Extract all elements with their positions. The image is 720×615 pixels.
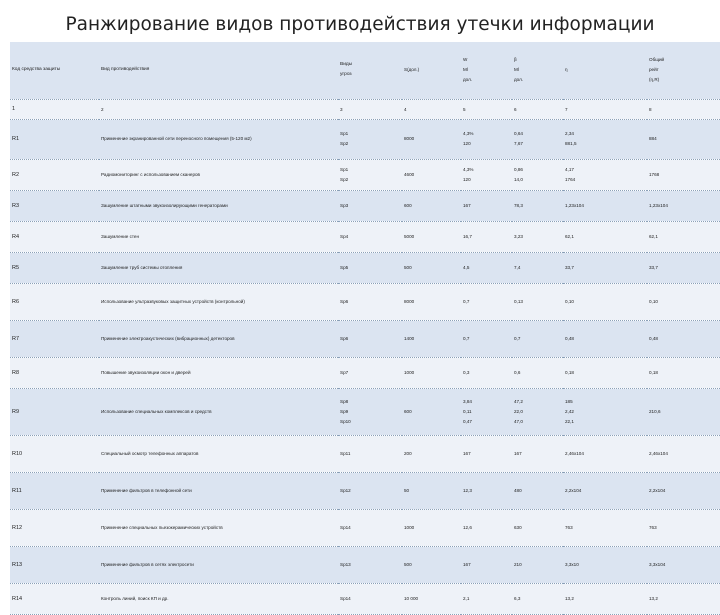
table-cell — [461, 509, 512, 546]
header-cell-line: дол. — [463, 77, 473, 83]
table-cell — [99, 190, 338, 221]
table-cell-line: 3,3x10 — [565, 561, 579, 567]
table-cell-line: 2,42 — [565, 408, 574, 414]
table-cell-line: 0,13 — [514, 298, 523, 304]
table-cell — [99, 221, 338, 252]
table-cell — [402, 283, 461, 320]
header-cell-line: Ml — [463, 67, 468, 73]
table-cell — [402, 388, 461, 435]
table-cell — [402, 583, 461, 614]
table-cell-line: 47,2 — [514, 398, 523, 404]
table-cell-line: 14,0 — [514, 176, 523, 182]
table-cell-line: 500 — [404, 561, 412, 567]
table-cell — [338, 388, 402, 435]
column-number-cell: 1 — [10, 99, 99, 119]
table-cell-line: 0,10 — [565, 298, 574, 304]
table-cell-line: 167 — [463, 202, 471, 208]
header-cell-line: дол. — [514, 77, 524, 83]
table-cell-line: 8000 — [404, 298, 415, 304]
table-cell — [338, 320, 402, 357]
table-cell-line: Sp4 — [340, 233, 349, 239]
table-cell-line: Применение специальных пьезокерамических устройств — [101, 524, 223, 530]
table-cell-line: 0,7 — [514, 335, 521, 341]
table-cell — [461, 159, 512, 190]
header-cell-line: Общий — [649, 57, 665, 63]
column-number-cell: 8 — [647, 99, 720, 119]
table-cell — [99, 583, 338, 614]
table-cell-line: R11 — [12, 487, 22, 494]
table-cell — [461, 472, 512, 509]
table-cell-line: 600 — [404, 408, 412, 414]
table-row — [10, 320, 720, 357]
table-cell — [563, 388, 647, 435]
table-cell — [338, 509, 402, 546]
table-cell — [563, 221, 647, 252]
table-row — [10, 509, 720, 546]
table-cell — [563, 509, 647, 546]
table-cell-line: Sp2 — [340, 141, 349, 146]
table-cell — [461, 119, 512, 159]
table-cell — [563, 190, 647, 221]
table-cell-line: 3,84 — [463, 398, 472, 404]
table-cell-line: R3 — [12, 202, 20, 209]
page-title: Ранжирование видов противодействия утечки информации — [65, 14, 655, 35]
table-cell — [338, 435, 402, 472]
table-cell — [512, 283, 563, 320]
table-cell — [338, 546, 402, 583]
table-cell — [338, 119, 402, 159]
table-cell — [402, 546, 461, 583]
table-cell-line: Использование ультразвуковых защитных устройств (контрольной) — [101, 298, 245, 304]
table-cell-line: R7 — [12, 335, 20, 342]
table-cell — [512, 472, 563, 509]
header-cell-line: W — [463, 57, 468, 63]
table-header-row — [10, 42, 720, 99]
column-number-cell: 4 — [402, 99, 461, 119]
table-cell-line: 120 — [463, 141, 471, 146]
header-cell-line: Ml — [514, 67, 519, 73]
table-cell-line: Повышение звукоизоляции окон и дверей — [101, 369, 191, 375]
table-cell-line: 78,3 — [514, 202, 523, 208]
table-cell — [647, 320, 720, 357]
table-cell-line: Радиомониторинг с использованием сканеров — [101, 171, 201, 177]
table-cell — [512, 159, 563, 190]
table-cell — [99, 159, 338, 190]
table-cell-line: 13,2 — [649, 595, 658, 601]
table-cell-line: R6 — [12, 298, 20, 305]
header-cell-line: (η,R) — [649, 77, 660, 83]
table-cell-line: 33,7 — [565, 264, 574, 270]
table-cell-line: 4,17 — [565, 166, 574, 172]
table-cell — [461, 357, 512, 388]
table-cell — [338, 221, 402, 252]
table-cell-line: 3,3x104 — [649, 561, 666, 567]
table-cell — [99, 283, 338, 320]
table-cell-line: 62,1 — [565, 233, 574, 239]
table-cell-line: Контроль линий, поиск КП и др. — [101, 595, 169, 601]
table-cell — [461, 583, 512, 614]
header-cell-line: угроз — [340, 72, 352, 78]
header-cell — [461, 42, 512, 99]
table-cell-line: 1400 — [404, 335, 415, 341]
table-cell — [512, 388, 563, 435]
table-cell-line: Применение фильтров в сетях электросети — [101, 561, 194, 567]
table-cell-line: 50 — [404, 487, 410, 493]
table-cell-line: 2,46x104 — [565, 450, 584, 456]
table-cell — [563, 583, 647, 614]
table-cell-line: 13,2 — [565, 595, 574, 601]
table-cell-line: Sp8 — [340, 398, 349, 404]
table-cell-line: 480 — [514, 487, 522, 493]
table-cell-line: 5000 — [404, 233, 415, 239]
table-cell — [563, 472, 647, 509]
table-cell-line: R2 — [12, 171, 20, 178]
table-cell — [647, 472, 720, 509]
table-row — [10, 283, 720, 320]
table-cell — [338, 252, 402, 283]
table-cell-line: 0,7 — [463, 298, 470, 304]
header-cell-line: рейт — [649, 67, 659, 73]
table-cell — [402, 509, 461, 546]
table-cell — [10, 546, 99, 583]
table-cell — [338, 357, 402, 388]
table-cell-line: Sp14 — [340, 524, 351, 530]
table-cell — [99, 435, 338, 472]
table-cell — [647, 252, 720, 283]
table-cell — [647, 190, 720, 221]
table-cell-line: R13 — [12, 561, 23, 568]
table-cell — [10, 159, 99, 190]
table-cell — [338, 283, 402, 320]
header-cell-line: S(дол.) — [404, 67, 420, 73]
header-cell-line: Вид противодействия — [101, 67, 150, 73]
table-cell-line: 33,7 — [649, 264, 658, 270]
table-cell-line: 185 — [565, 398, 573, 404]
table-cell — [512, 119, 563, 159]
table-cell — [647, 159, 720, 190]
table-cell — [99, 388, 338, 435]
table-cell-line: 0,6 — [514, 369, 521, 375]
table-cell — [512, 320, 563, 357]
table-cell — [563, 435, 647, 472]
table-cell-line: 8000 — [404, 136, 415, 141]
table-cell-line: R9 — [12, 408, 20, 415]
table-cell-line: 167 — [463, 561, 471, 567]
table-cell — [99, 119, 338, 159]
table-cell — [99, 320, 338, 357]
table-cell-line: 630 — [514, 524, 522, 530]
table-cell — [512, 583, 563, 614]
table-cell-line: Sp1 — [340, 131, 349, 136]
header-cell-line: β — [514, 57, 517, 63]
table-cell-line: Применение фильтров в телефонной сети — [101, 487, 192, 493]
table-cell-line: Sp11 — [340, 450, 351, 456]
table-cell-line: Зашумление стен — [101, 233, 140, 239]
table-cell-line: 210 — [514, 561, 522, 567]
table-cell — [10, 472, 99, 509]
table-cell — [563, 159, 647, 190]
table-cell-line: Зашумление штатными звукоизолирующими генераторами — [101, 202, 228, 208]
table-cell-line: 4,5 — [463, 264, 470, 270]
table-cell-line: 7,4 — [514, 264, 521, 270]
table-cell — [10, 190, 99, 221]
table-row — [10, 388, 720, 435]
table-row — [10, 472, 720, 509]
header-cell — [338, 42, 402, 99]
table-row — [10, 221, 720, 252]
table-cell — [99, 546, 338, 583]
column-number-row — [10, 99, 720, 119]
table-cell-line: 0,48 — [649, 335, 658, 341]
table-cell-line: Применение электроакустических (вибрационных) детекторов — [101, 335, 235, 341]
header-cell — [10, 42, 99, 99]
table-cell-line: 1000 — [404, 369, 415, 375]
table-cell-line: R5 — [12, 264, 20, 271]
table-cell — [512, 435, 563, 472]
table-cell — [338, 583, 402, 614]
table-cell-line: 47,0 — [514, 418, 523, 424]
table-cell-line: Sp13 — [340, 561, 351, 567]
table-cell-line: Sp14 — [340, 595, 351, 601]
table-cell-line: 4600 — [404, 171, 415, 177]
table-row — [10, 119, 720, 159]
table-cell-line: 0,64 — [514, 131, 523, 136]
table-cell — [10, 119, 99, 159]
table-cell — [338, 190, 402, 221]
table-cell-line: Sp12 — [340, 487, 351, 493]
table-cell — [647, 546, 720, 583]
table-cell — [512, 546, 563, 583]
table-cell-line: 1000 — [404, 524, 415, 530]
table-cell-line: 12,3 — [463, 487, 472, 493]
table-cell — [647, 509, 720, 546]
table-cell-line: Sp5 — [340, 264, 349, 270]
table-cell-line: 881,5 — [565, 141, 577, 146]
table-cell — [461, 320, 512, 357]
header-cell — [563, 42, 647, 99]
table-cell-line: 4,3% — [463, 166, 474, 172]
table-cell — [10, 221, 99, 252]
table-cell — [647, 283, 720, 320]
ranking-table — [10, 42, 720, 615]
table-cell-line: Sp2 — [340, 176, 349, 182]
table-row — [10, 583, 720, 614]
table-cell-line: 6,3 — [514, 595, 521, 601]
table-cell — [10, 283, 99, 320]
table-cell-line: Sp1 — [340, 166, 349, 172]
table-cell — [461, 252, 512, 283]
table-cell — [563, 546, 647, 583]
table-cell — [461, 546, 512, 583]
table-body — [10, 42, 720, 614]
table-cell-line: 1768 — [649, 171, 660, 177]
table-cell-line: R10 — [12, 450, 23, 457]
table-cell-line: 4,3% — [463, 131, 474, 136]
table-cell-line: 167 — [463, 450, 471, 456]
table-cell — [563, 357, 647, 388]
table-cell — [402, 190, 461, 221]
table-cell — [647, 357, 720, 388]
table-cell-line: R14 — [12, 595, 23, 602]
table-cell — [512, 190, 563, 221]
table-cell — [402, 435, 461, 472]
table-cell-line: Применение экранированной сети переносного помещения (5-120 м2) — [101, 136, 252, 141]
table-cell-line: 0,18 — [649, 369, 658, 375]
table-cell-line: 10 000 — [404, 595, 419, 601]
table-cell-line: 0,18 — [565, 369, 574, 375]
header-cell-line: Виды — [340, 62, 353, 68]
table-cell — [338, 159, 402, 190]
table-cell-line: 16,7 — [463, 233, 472, 239]
header-cell — [512, 42, 563, 99]
table-cell — [647, 221, 720, 252]
table-cell — [461, 388, 512, 435]
table-cell — [402, 357, 461, 388]
table-cell-line: 600 — [404, 202, 412, 208]
table-cell — [99, 357, 338, 388]
table-cell-line: Использование специальных комплексов и средств — [101, 408, 212, 414]
table-cell-line: 7,67 — [514, 141, 523, 146]
table-row — [10, 190, 720, 221]
table-cell-line: 2,2x104 — [565, 487, 582, 493]
table-row — [10, 435, 720, 472]
table-cell — [647, 583, 720, 614]
table-cell-line: 62,1 — [649, 233, 658, 239]
header-cell — [647, 42, 720, 99]
table-cell-line: 1,23x104 — [649, 202, 668, 208]
table-cell-line: R1 — [12, 136, 20, 142]
table-cell-line: 12,6 — [463, 524, 472, 530]
column-number-cell: 5 — [461, 99, 512, 119]
table-cell — [512, 509, 563, 546]
column-number-cell: 3 — [338, 99, 402, 119]
table-cell — [99, 252, 338, 283]
table-cell-line: R4 — [12, 233, 20, 240]
table-cell — [512, 252, 563, 283]
table-cell-line: 0,48 — [565, 335, 574, 341]
table-cell-line: 763 — [649, 524, 657, 530]
table-cell — [402, 221, 461, 252]
table-cell-line: 2,34 — [565, 131, 574, 136]
table-cell — [402, 320, 461, 357]
table-cell — [10, 509, 99, 546]
table-cell-line: 200 — [404, 450, 412, 456]
table-cell-line: Зашумление труб системы отопления — [101, 264, 183, 270]
table-cell-line: 1764 — [565, 176, 576, 182]
table-cell — [10, 252, 99, 283]
table-cell-line: 1,23x104 — [565, 202, 584, 208]
table-cell-line: Sp7 — [340, 369, 349, 375]
table-cell-line: 167 — [514, 450, 522, 456]
table-cell-line: Sp10 — [340, 418, 351, 424]
table-cell — [10, 435, 99, 472]
table-cell-line: 2,1 — [463, 595, 470, 601]
column-number-cell: 6 — [512, 99, 563, 119]
table-cell-line: R12 — [12, 524, 23, 531]
table-cell — [99, 509, 338, 546]
column-number-cell: 7 — [563, 99, 647, 119]
table-cell — [563, 252, 647, 283]
table-cell — [647, 435, 720, 472]
table-cell — [461, 435, 512, 472]
table-cell — [647, 119, 720, 159]
table-cell-line: 0,47 — [463, 418, 472, 424]
table-cell — [99, 472, 338, 509]
table-cell — [10, 357, 99, 388]
table-cell — [461, 283, 512, 320]
table-row — [10, 252, 720, 283]
table-cell — [647, 388, 720, 435]
table-cell — [563, 283, 647, 320]
header-cell-line: η — [565, 67, 568, 73]
table-cell — [402, 472, 461, 509]
table-cell — [10, 583, 99, 614]
header-cell — [99, 42, 338, 99]
table-cell-line: Специальный осмотр телефонных аппаратов — [101, 450, 199, 456]
table-cell — [338, 472, 402, 509]
table-cell — [563, 320, 647, 357]
table-cell-line: 22,0 — [514, 408, 523, 414]
table-cell — [402, 159, 461, 190]
table-cell — [461, 190, 512, 221]
column-number-cell: 2 — [99, 99, 338, 119]
table-cell — [563, 119, 647, 159]
table-cell-line: 0,3 — [463, 369, 470, 375]
table-cell-line: 500 — [404, 264, 412, 270]
table-cell-line: R8 — [12, 369, 20, 376]
table-cell-line: Sp6 — [340, 298, 349, 304]
table-cell — [10, 320, 99, 357]
header-cell — [402, 42, 461, 99]
table-cell-line: 3,23 — [514, 233, 523, 239]
table-cell-line: Sp6 — [340, 335, 349, 341]
table-cell-line: 2,46x104 — [649, 450, 668, 456]
table-cell — [10, 388, 99, 435]
table-cell — [512, 357, 563, 388]
table-cell — [402, 252, 461, 283]
table-cell-line: 0,11 — [463, 408, 472, 414]
table-row — [10, 357, 720, 388]
table-cell-line: 2,2x104 — [649, 487, 666, 493]
table-cell-line: 884 — [649, 136, 657, 141]
table-cell-line: 0,86 — [514, 166, 523, 172]
table-cell — [402, 119, 461, 159]
table-cell-line: 120 — [463, 176, 471, 182]
table-cell-line: 0,7 — [463, 335, 470, 341]
table-cell-line: Sp3 — [340, 202, 349, 208]
table-cell-line: 763 — [565, 524, 573, 530]
table-row — [10, 546, 720, 583]
table-cell-line: 210,6 — [649, 408, 661, 414]
table-cell — [512, 221, 563, 252]
table-cell-line: 22,1 — [565, 418, 574, 424]
table-cell — [461, 221, 512, 252]
table-cell-line: Sp9 — [340, 408, 349, 414]
header-cell-line: Код средства защиты — [12, 67, 61, 73]
table-row — [10, 159, 720, 190]
table-cell-line: 0,10 — [649, 298, 658, 304]
